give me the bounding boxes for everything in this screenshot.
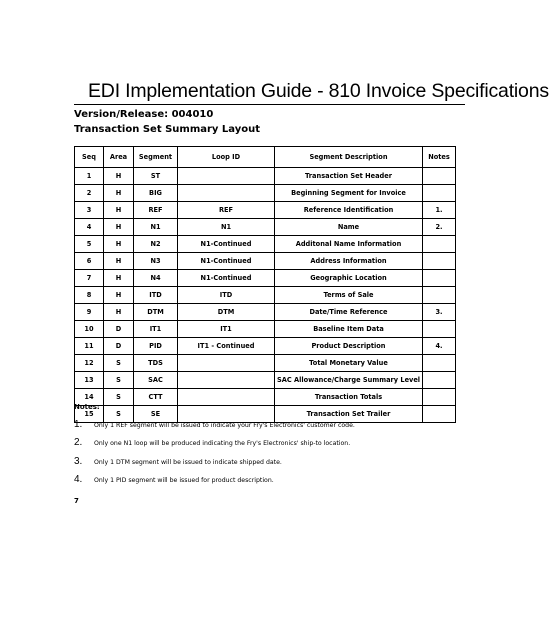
cell-notes: [423, 270, 456, 287]
note-number: 2.: [74, 437, 83, 448]
document-title: EDI Implementation Guide - 810 Invoice Specifications: [88, 80, 549, 102]
cell-loop-id: [178, 372, 275, 389]
note-number: 4.: [74, 474, 83, 485]
cell-loop-id: [178, 355, 275, 372]
table-row: [75, 338, 456, 355]
cell-area: H: [104, 202, 134, 219]
cell-description: Geographic Location: [275, 270, 423, 287]
note-item: [74, 474, 274, 485]
cell-area: H: [104, 219, 134, 236]
cell-segment: DTM: [134, 304, 178, 321]
cell-description: Product Description: [275, 338, 423, 355]
table-row: [75, 253, 456, 270]
table-row: [75, 389, 456, 406]
table-row: [75, 202, 456, 219]
note-text: Only 1 REF segment will be issued to indicate your Fry's Electronics' customer code.: [94, 422, 355, 429]
cell-notes: [423, 253, 456, 270]
cell-seq: 2: [75, 185, 104, 202]
table-row: [75, 185, 456, 202]
cell-loop-id: N1-Continued: [178, 253, 275, 270]
cell-area: S: [104, 406, 134, 423]
cell-notes: [423, 236, 456, 253]
cell-description: Terms of Sale: [275, 287, 423, 304]
cell-loop-id: N1-Continued: [178, 270, 275, 287]
cell-seq: 4: [75, 219, 104, 236]
cell-loop-id: DTM: [178, 304, 275, 321]
cell-seq: 13: [75, 372, 104, 389]
cell-area: S: [104, 355, 134, 372]
table-row: [75, 372, 456, 389]
cell-seq: 5: [75, 236, 104, 253]
cell-area: H: [104, 304, 134, 321]
cell-description: Total Monetary Value: [275, 355, 423, 372]
cell-description: Additonal Name Information: [275, 236, 423, 253]
cell-loop-id: IT1: [178, 321, 275, 338]
note-text: Only one N1 loop will be produced indicating the Fry's Electronics' ship-to location.: [94, 440, 351, 447]
cell-description: Baseline Item Data: [275, 321, 423, 338]
cell-seq: 8: [75, 287, 104, 304]
cell-description: Name: [275, 219, 423, 236]
cell-segment: CTT: [134, 389, 178, 406]
note-item: [74, 456, 282, 467]
cell-seq: 3: [75, 202, 104, 219]
cell-description: Transaction Totals: [275, 389, 423, 406]
cell-area: H: [104, 168, 134, 185]
cell-notes: 1.: [423, 202, 456, 219]
cell-seq: 12: [75, 355, 104, 372]
table-row: [75, 270, 456, 287]
cell-description: SAC Allowance/Charge Summary Level: [275, 372, 423, 389]
page-number: 7: [74, 497, 79, 505]
cell-notes: [423, 389, 456, 406]
cell-segment: N2: [134, 236, 178, 253]
cell-loop-id: [178, 185, 275, 202]
header-segment-description: Segment Description: [275, 147, 423, 168]
title-divider: [74, 104, 465, 105]
cell-segment: PID: [134, 338, 178, 355]
version-label: Version/Release: 004010: [74, 109, 214, 120]
cell-description: Address Information: [275, 253, 423, 270]
cell-area: S: [104, 389, 134, 406]
cell-seq: 9: [75, 304, 104, 321]
table-row: [75, 355, 456, 372]
cell-notes: [423, 406, 456, 423]
header-segment: Segment: [134, 147, 178, 168]
cell-area: H: [104, 185, 134, 202]
cell-notes: [423, 321, 456, 338]
cell-description: Beginning Segment for Invoice: [275, 185, 423, 202]
cell-description: Transaction Set Trailer: [275, 406, 423, 423]
cell-seq: 10: [75, 321, 104, 338]
cell-notes: [423, 287, 456, 304]
table-row: [75, 321, 456, 338]
cell-seq: 11: [75, 338, 104, 355]
cell-area: H: [104, 253, 134, 270]
cell-notes: 2.: [423, 219, 456, 236]
cell-notes: [423, 185, 456, 202]
cell-segment: TDS: [134, 355, 178, 372]
cell-notes: [423, 168, 456, 185]
cell-notes: 3.: [423, 304, 456, 321]
table-row: [75, 168, 456, 185]
summary-table: [74, 146, 456, 423]
table-header-row: [75, 147, 456, 168]
cell-description: Date/Time Reference: [275, 304, 423, 321]
cell-notes: [423, 355, 456, 372]
header-notes: Notes: [423, 147, 456, 168]
section-subtitle: Transaction Set Summary Layout: [74, 124, 261, 135]
header-seq: Seq: [75, 147, 104, 168]
cell-segment: ITD: [134, 287, 178, 304]
note-number: 3.: [74, 456, 83, 467]
note-item: [74, 437, 350, 448]
cell-segment: ST: [134, 168, 178, 185]
cell-description: Reference Identification: [275, 202, 423, 219]
cell-area: D: [104, 338, 134, 355]
cell-area: H: [104, 270, 134, 287]
cell-loop-id: [178, 389, 275, 406]
cell-seq: 7: [75, 270, 104, 287]
cell-seq: 6: [75, 253, 104, 270]
note-number: 1.: [74, 419, 83, 430]
table-row: [75, 304, 456, 321]
cell-area: H: [104, 236, 134, 253]
cell-loop-id: [178, 168, 275, 185]
cell-loop-id: IT1 - Continued: [178, 338, 275, 355]
cell-segment: SAC: [134, 372, 178, 389]
cell-loop-id: N1: [178, 219, 275, 236]
note-item: [74, 419, 355, 430]
cell-seq: 1: [75, 168, 104, 185]
cell-segment: N3: [134, 253, 178, 270]
cell-segment: N1: [134, 219, 178, 236]
cell-seq: 14: [75, 389, 104, 406]
cell-area: D: [104, 321, 134, 338]
cell-segment: SE: [134, 406, 178, 423]
cell-description: Transaction Set Header: [275, 168, 423, 185]
table-row: [75, 236, 456, 253]
cell-loop-id: ITD: [178, 287, 275, 304]
header-area: Area: [104, 147, 134, 168]
cell-notes: 4.: [423, 338, 456, 355]
note-text: Only 1 PID segment will be issued for product description.: [94, 477, 274, 484]
cell-segment: N4: [134, 270, 178, 287]
cell-notes: [423, 372, 456, 389]
header-loop-id: Loop ID: [178, 147, 275, 168]
cell-loop-id: N1-Continued: [178, 236, 275, 253]
notes-heading: Notes:: [74, 403, 100, 411]
cell-segment: REF: [134, 202, 178, 219]
table-row: [75, 287, 456, 304]
cell-segment: IT1: [134, 321, 178, 338]
cell-area: S: [104, 372, 134, 389]
cell-seq: 15: [75, 406, 104, 423]
cell-area: H: [104, 287, 134, 304]
table-row: [75, 219, 456, 236]
cell-loop-id: REF: [178, 202, 275, 219]
cell-segment: BIG: [134, 185, 178, 202]
note-text: Only 1 DTM segment will be issued to indicate shipped date.: [94, 459, 282, 466]
